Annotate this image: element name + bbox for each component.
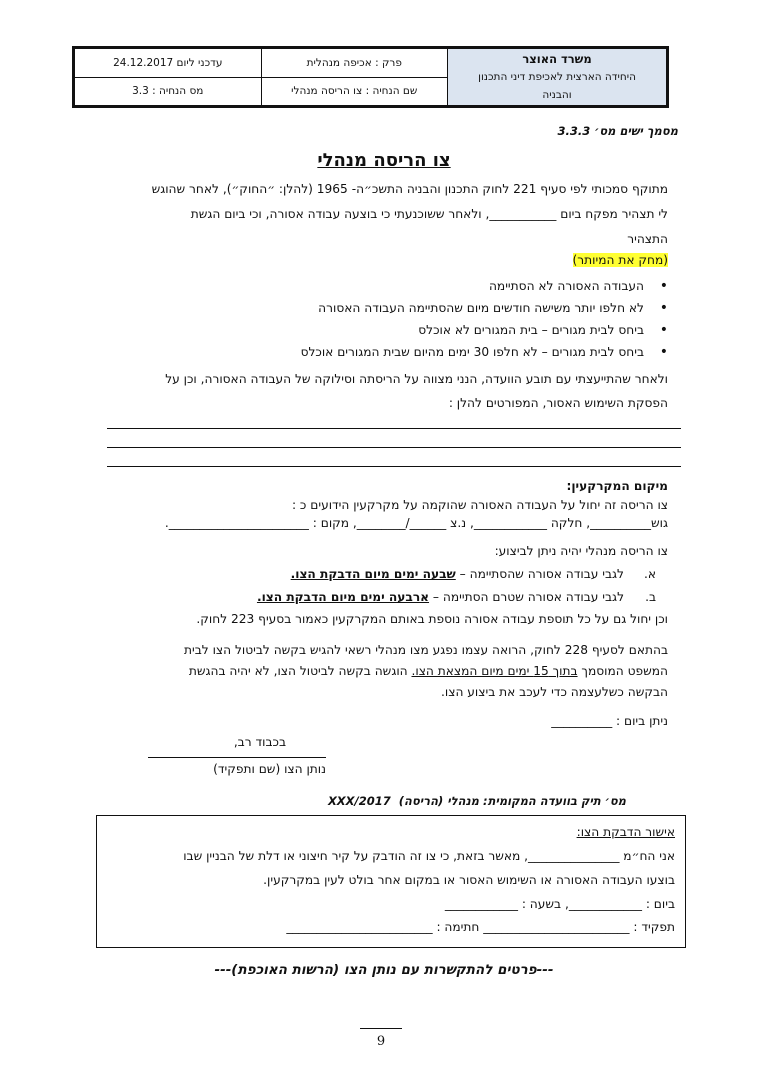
- execution-b-text: לגבי עבודה אסורה שטרם הסתיימה –: [429, 590, 624, 604]
- guideline-name-cell: שם הנחיה : צו הריסה מנהלי: [262, 77, 448, 106]
- location-heading: מיקום המקרקעין:: [566, 479, 668, 493]
- posting-heading: אישור הדבקת הצו:: [576, 825, 675, 839]
- conditions-list: [301, 275, 668, 363]
- signer-caption: נותן הצו (שם ותפקיד): [213, 762, 326, 776]
- document-number: מסמך ישים מס׳ 3.3.3: [557, 124, 678, 138]
- location-line-2: גוש__________, חלקה ____________, נ.צ ______/________, מקום : _______________________.: [164, 516, 668, 530]
- unit-name-cont: והבניה: [542, 89, 572, 101]
- blank-line-1: [107, 428, 681, 429]
- chapter-cell: פרק : אכיפה מנהלית: [306, 56, 402, 69]
- posting-line-3: ביום : ____________, בשעה : ____________: [444, 897, 675, 911]
- contact-heading: ---פרטים להתקשרות עם נותן הצו (הרשות האוכפת)---: [214, 962, 554, 978]
- appeal-line-3: הבקשה כשלעצמה כדי לעכב את ביצוע הצו.: [441, 685, 668, 699]
- given-on: ניתן ביום : __________: [551, 714, 668, 728]
- intro-line-3: התצהיר: [627, 232, 668, 246]
- intro-line-1: מתוקף סמכותי לפי סעיף 221 לחוק התכנון והבניה התשכ״ה- 1965 (להלן: ״החוק״), לאחר שהוגש: [151, 182, 668, 196]
- unit-name: היחידה הארצית לאכיפת דיני התכנון: [478, 71, 636, 83]
- updated-date-cell: עדכני ליום 24.12.2017: [113, 56, 223, 69]
- appeal-line-2-end: הוגשה בקשה לביטול הצו, לא יהיה בהגשת: [188, 664, 412, 678]
- execution-intro: צו הריסה מנהלי יהיה ניתן לביצוע:: [494, 544, 668, 558]
- after-consult-line-1: ולאחר שהתייעצתי עם תובע הוועדה, הנני מצווה על הריסתה וסילוקה של העבודה האסורה, וכן על: [165, 372, 668, 386]
- appeal-deadline: בתוך 15 ימים מיום המצאת הצו.: [411, 664, 578, 678]
- location-line-1: צו הריסה זה יחול על העבודה האסורה שהוקמה על מקרקעין הידועים כ :: [291, 498, 668, 512]
- execution-a-deadline: שבעה ימים מיום הדבקת הצו.: [290, 567, 456, 581]
- delete-note: [573, 253, 668, 267]
- list-item: • ביחס לבית מגורים – לא חלפו 30 ימים מהיום שבית המגורים אוכלס: [301, 341, 644, 363]
- execution-a: [291, 567, 624, 581]
- office-name: משרד האוצר: [522, 52, 592, 66]
- regards: בכבוד רב,: [233, 735, 286, 749]
- execution-a-text: לגבי עבודה אסורה שהסתיימה –: [455, 567, 624, 581]
- list-item: • לא חלפו יותר משישה חודשים מיום שהסתיימה העבודה האסורה: [301, 297, 644, 319]
- posting-line-1: אני הח״מ _______________, מאשר בזאת, כי צו זה הודבק על קיר חיצוני או דלת של הבניין שבו: [183, 849, 675, 863]
- appeal-line-2-start: המשפט המוסמך: [577, 664, 668, 678]
- appeal-line-1: בהתאם לסעיף 228 לחוק, הרואה עצמו נפגע מצו מנהלי רשאי להגיש בקשה לביטול הצו לבית: [184, 643, 668, 657]
- list-item: • העבודה האסורה לא הסתיימה: [301, 275, 644, 297]
- guideline-number-cell: מס הנחיה : 3.3: [75, 77, 261, 106]
- execution-b-deadline: ארבעה ימים מיום הדבקת הצו.: [256, 590, 430, 604]
- appeal-line-2: [189, 664, 668, 678]
- delete-note-highlight: (מחק את המיותר): [572, 253, 668, 267]
- header-table: [72, 46, 669, 108]
- execution-b: [257, 590, 624, 604]
- posting-confirmation-box: [96, 815, 686, 948]
- blank-line-2: [107, 447, 681, 448]
- signature-line: [148, 757, 326, 758]
- page-title: צו הריסה מנהלי: [317, 150, 451, 171]
- after-consult-line-2: הפסקת השימוש האסור, המפורטים להלן :: [448, 396, 668, 410]
- posting-line-2: בוצעו העבודה האסורה או השימוש האסור או במקום אחר בולט לעין במקרקעין.: [263, 873, 675, 887]
- header-middle-col: [261, 49, 448, 105]
- execution-b-label: ב.: [645, 590, 656, 604]
- file-number-value: 2017/XXX: [327, 794, 391, 808]
- blank-line-3: [107, 466, 681, 467]
- execution-a-label: א.: [643, 567, 656, 581]
- page-number-rule: [360, 1028, 402, 1029]
- intro-line-2: לי תצהיר מפקח ביום ___________, ולאחר ששוכנעתי כי בוצעה עבודה אסורה, וכי ביום הגשת: [190, 207, 668, 221]
- file-number-label: מס׳ תיק בוועדה המקומית: מנהלי (הריסה): [398, 794, 626, 808]
- posting-line-4: תפקיד : ________________________ חתימה : ________________________: [286, 920, 675, 934]
- list-item: • ביחס לבית מגורים – בית המגורים לא אוכלס: [301, 319, 644, 341]
- file-number: [328, 794, 626, 808]
- page-number: 9: [376, 1034, 386, 1049]
- execution-extra: וכן יחול גם על כל תוספת עבודה אסורה נוספת באותם המקרקעין כאמור בסעיף 223 לחוק.: [196, 612, 668, 626]
- header-left-col: [75, 49, 261, 105]
- header-office-cell: [447, 49, 666, 105]
